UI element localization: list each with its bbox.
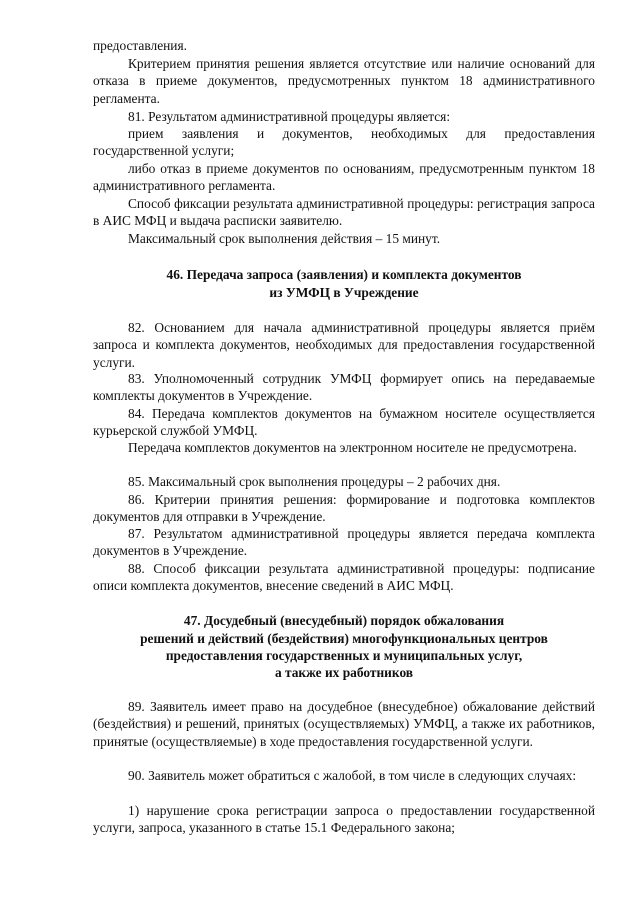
paragraph-84: 84. Передача комплектов документов на бумажном носителе осуществляется курьерской службой УМФЦ. (93, 406, 595, 439)
paragraph-90: 90. Заявитель может обратиться с жалобой, в том числе в следующих случаях: (128, 768, 577, 783)
paragraph-81-fixation: Способ фиксации результата административной процедуры: регистрация запроса в АИС МФЦ и выдача расписки заявителю. (93, 196, 595, 229)
section-46-title-line1: 46. Передача запроса (заявления) и комплекта документов (166, 267, 522, 282)
paragraph-82: 82. Основанием для начала административной процедуры является приём запроса и комплекта документов, необходимых для предоставления государственной услуги. (93, 320, 595, 370)
section-47-title-line3: предоставления государственных и муниципальных услуг, (165, 648, 523, 663)
paragraph-81-item-b: либо отказ в приеме документов по основаниям, предусмотренным пунктом 18 административного регламента. (93, 161, 595, 194)
section-47-title-line1: 47. Досудебный (внесудебный) порядок обжалования (183, 613, 505, 628)
section-47-title-line2: решений и действий (бездействия) многофункциональных центров (140, 631, 548, 646)
text-line-continuation: предоставления. (93, 38, 187, 53)
paragraph-90-item-1: 1) нарушение срока регистрации запроса о предоставлении государственной услуги, запроса, указанного в статье 15.1 Федерального закона; (93, 803, 595, 836)
paragraph-88: 88. Способ фиксации результата административной процедуры: подписание описи комплекта документов, внесение сведений в АИС МФЦ. (93, 561, 595, 594)
paragraph-83: 83. Уполномоченный сотрудник УМФЦ формирует опись на передаваемые комплекты документов в Учреждение. (93, 371, 595, 404)
paragraph-decision-criterion: Критерием принятия решения является отсутствие или наличие оснований для отказа в приеме документов, предусмотренных пунктом 18 административного регламента. (93, 56, 595, 106)
paragraph-87: 87. Результатом административной процедуры является передача комплекта документов в Учреждение. (93, 526, 595, 559)
paragraph-81: 81. Результатом административной процедуры является: (128, 109, 451, 124)
paragraph-81-item-a: прием заявления и документов, необходимых для предоставления государственной услуги; (93, 126, 595, 159)
paragraph-89: 89. Заявитель имеет право на досудебное (внесудебное) обжалование действий (бездействия) и решений, принятых (осуществляемых) УМФЦ, а также их работников, принятые (осуществляемые) в ходе предоставления государственной услуги. (93, 699, 595, 749)
paragraph-85: 85. Максимальный срок выполнения процедуры – 2 рабочих дня. (128, 474, 501, 489)
paragraph-81-max-time: Максимальный срок выполнения действия – 15 минут. (128, 231, 441, 246)
section-47-title-line4: а также их работников (274, 665, 414, 680)
section-46-title-line2: из УМФЦ в Учреждение (269, 285, 419, 300)
paragraph-86: 86. Критерии принятия решения: формирование и подготовка комплектов документов для отправки в Учреждение. (93, 492, 595, 525)
paragraph-84-electronic: Передача комплектов документов на электронном носителе не предусмотрена. (128, 440, 577, 455)
